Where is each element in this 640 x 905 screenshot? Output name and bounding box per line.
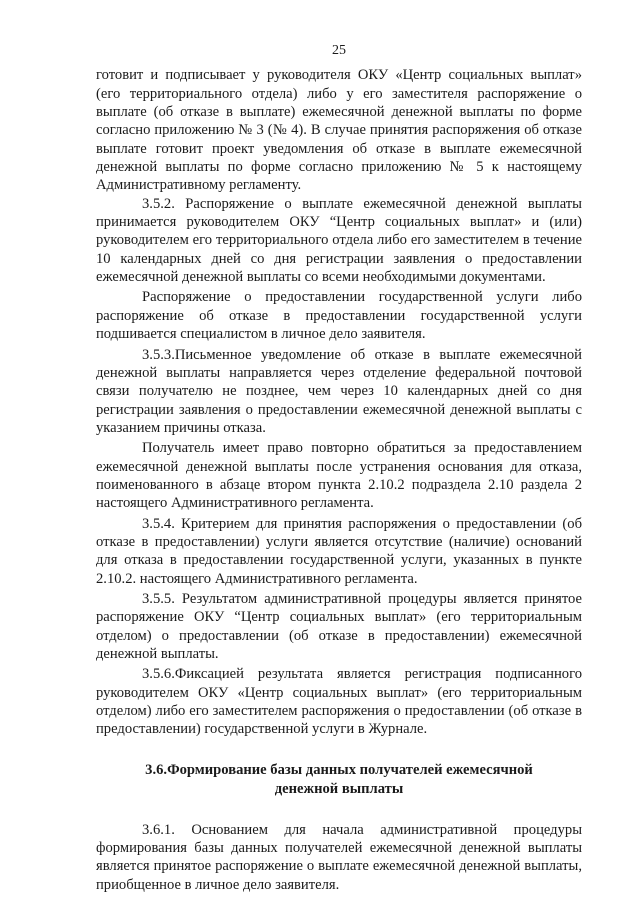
section-heading bbox=[96, 761, 582, 799]
section-heading-line2: денежной выплаты bbox=[274, 780, 404, 797]
paragraph-reapply: Получатель имеет право повторно обратиться за предоставлением ежемесячной денежной выплаты после устранения основания для отказа, поименованного в абзаце втором пункта 2.10.2 подраздела 2.10 раздела 2 настоящего Административного регламента. bbox=[96, 440, 582, 512]
paragraph-continuation: готовит и подписывает у руководителя ОКУ «Центр социальных выплат» (его территориального отдела) либо у его заместителя распоряжение о выплате (об отказе в выплате) ежемесячной денежной выплаты по форме согласно приложению № 3 (№ 4). В случае принятия распоряжения об отказе выплате готовит проект уведомления об отказе в выплате ежемесячной денежной выплаты по форме согласно приложению № 5 к настоящему Административному регламенту. bbox=[96, 67, 582, 194]
paragraph-3-5-2: 3.5.2. Распоряжение о выплате ежемесячной денежной выплаты принимается руководителем ОКУ “Центр социальных выплат» и (или) руководителем его территориального отдела либо его заместителем в течение 10 календарных дней со дня регистрации заявления о предоставлении ежемесячной денежной выплаты со всеми необходимыми документами. bbox=[96, 195, 582, 286]
page-number: 25 bbox=[332, 43, 346, 58]
paragraph-3-5-3: 3.5.3.Письменное уведомление об отказе в выплате ежемесячной денежной выплаты направляется через отделение федеральной почтовой связи получателю не позднее, чем через 10 календарных дней со дня регистрации заявления о предоставлении ежемесячной денежной выплаты с указанием причины отказа. bbox=[96, 346, 582, 436]
paragraph-3-5-4: 3.5.4. Критерием для принятия распоряжения о предоставлении (об отказе в предоставлении) услуги является отсутствие (наличие) оснований для отказа в предоставлении государственной услуги, указанных в пункте 2.10.2. настоящего Административного регламента. bbox=[96, 515, 582, 587]
document-page bbox=[96, 42, 582, 894]
paragraph-order-filing: Распоряжение о предоставлении государственной услуги либо распоряжение об отказе в предоставлении государственной услуги подшивается специалистом в личное дело заявителя. bbox=[96, 289, 582, 343]
section-heading-line1: 3.6.Формирование базы данных получателей ежемесячной bbox=[145, 761, 533, 778]
paragraph-3-5-6: 3.5.6.Фиксацией результата является регистрация подписанного руководителем ОКУ «Центр социальных выплат» (его территориальным отделом) либо его заместителем распоряжения о предоставлении (об отказе в предоставлении) государственной услуги в Журнале. bbox=[96, 666, 582, 738]
paragraph-3-5-5: 3.5.5. Результатом административной процедуры является принятое распоряжение ОКУ “Центр социальных выплат» (его территориальным отделом) о предоставлении (об отказе в предоставлении) ежемесячной денежной выплаты. bbox=[96, 590, 582, 662]
paragraph-3-6-1: 3.6.1. Основанием для начала административной процедуры формирования базы данных получателей ежемесячной денежной выплаты является принятое распоряжение о выплате ежемесячной денежной выплаты, приобщенное в личное дело заявителя. bbox=[96, 821, 582, 893]
